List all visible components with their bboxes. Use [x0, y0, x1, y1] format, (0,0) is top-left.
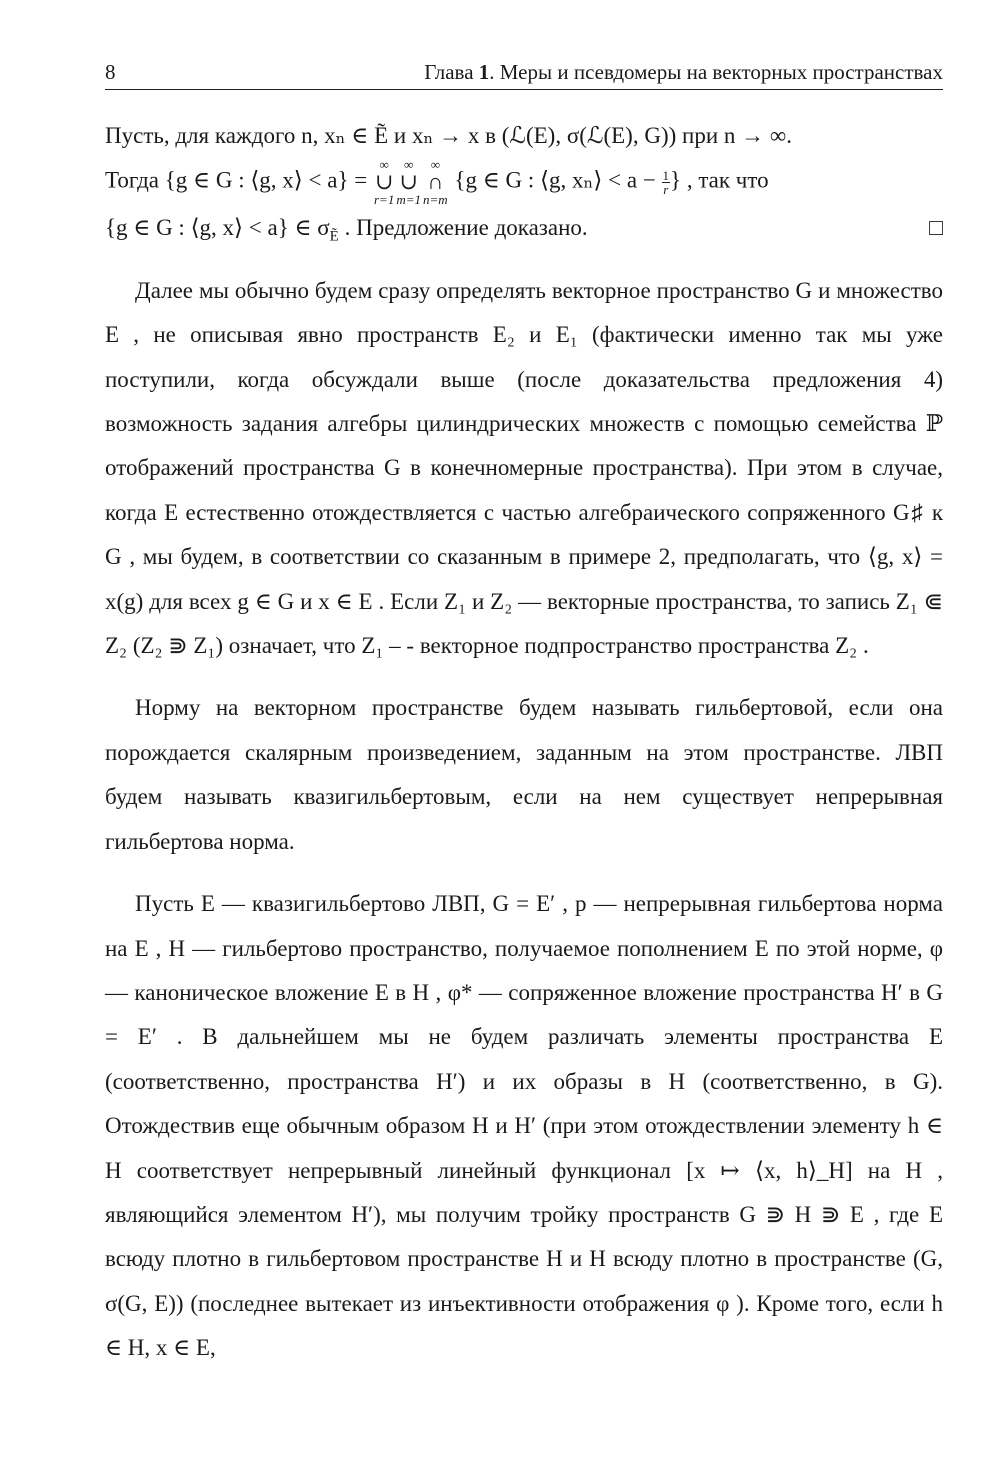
- proof-line-3: {g ∈ G : ⟨g, x⟩ < a} ∈ σ: [105, 215, 330, 241]
- qed-box-icon: □: [929, 215, 943, 241]
- paragraph-vector-spaces: Далее мы обычно будем сразу определять векторное пространство G и множество E , не описывая явно пространств E₂ и E₁ (фактически именно так мы уже поступили, когда обсуждали выше (после доказательства предложения 4) возможность задания алгебры цилиндрических множеств с помощью семейства ℙ отображений пространства G в конечномерные пространства). При этом в случае, когда E естественно отождествляется с частью алгебраического сопряженного G♯ к G , мы будем, в соответствии со сказанным в примере 2, предполагать, что ⟨g, x⟩ = x(g) для всех g ∈ G и x ∈ E . Если Z₁ и Z₂ — векторные пространства, то запись Z₁ ⋐ Z₂ (Z₂ ⋑ Z₁) означает, что Z₁ – - векторное подпространство пространства Z₂ .: [105, 277, 943, 659]
- proof-line-2-lead: Тогда {g ∈ G : ⟨g, x⟩ < a} =: [105, 167, 373, 193]
- book-page: [105, 60, 943, 1371]
- chapter-title: Глава 1. Меры и псевдомеры на векторных пространствах: [424, 60, 943, 84]
- fraction-one-over-r: $\frac{1}{r}$: [662, 167, 670, 197]
- sigma-subscript: Ẽ: [329, 229, 339, 245]
- proof-line-2-tail: } , так что: [670, 167, 769, 193]
- proof-line-3-tail: . Предложение доказано.: [338, 215, 588, 241]
- intersection-operator-n: ∞ ∩ n=m: [423, 157, 448, 208]
- page-number: 8: [105, 60, 116, 84]
- paragraph-hilbert-norm: Норму на векторном пространстве будем называть гильбертовой, если она порождается скалярным произведением, заданным на этом пространстве. ЛВП будем называть квазигильбертовым, если на нем существует непрерывная гильбертова норма.: [105, 695, 943, 854]
- union-operator-r: ∞ ∪ r=1: [373, 157, 395, 208]
- paragraph-quasi-hilbert: Пусть E — квазигильбертово ЛВП, G = E′ , p — непрерывная гильбертова норма на E , H — гильбертово пространство, получаемое пополнением E по этой норме, φ — каноническое вложение E в H , φ* — сопряженное вложение пространства H′ в G = E′ . В дальнейшем мы не будем различать элементы пространства E (соответственно, пространства H′) и их образы в H (соответственно, в G). Отождествив еще обычным образом H и H′ (при этом отождествлении элементу h ∈ H соответствует непрерывный линейный функционал [x ↦ ⟨x, h⟩_H] на H , являющийся элементом H′), мы получим тройку пространств G ⋑ H ⋑ E , где E всюду плотно в гильбертовом пространстве H и H всюду плотно в пространстве (G, σ(G, E)) (последнее вытекает из инъективности отображения φ ). Кроме того, если h ∈ H, x ∈ E,: [105, 891, 943, 1361]
- proof-ending: [105, 114, 943, 251]
- union-operator-m: ∞ ∪ m=1: [396, 157, 421, 208]
- running-header: [105, 60, 943, 90]
- proof-line-2-set: {g ∈ G : ⟨g, xₙ⟩ < a −: [448, 167, 662, 193]
- proof-line-1: Пусть, для каждого n, xₙ ∈ Ẽ и xₙ → x в (ℒ(E), σ(ℒ(E), G)) при n → ∞.: [105, 123, 793, 148]
- page-body: [105, 114, 943, 1371]
